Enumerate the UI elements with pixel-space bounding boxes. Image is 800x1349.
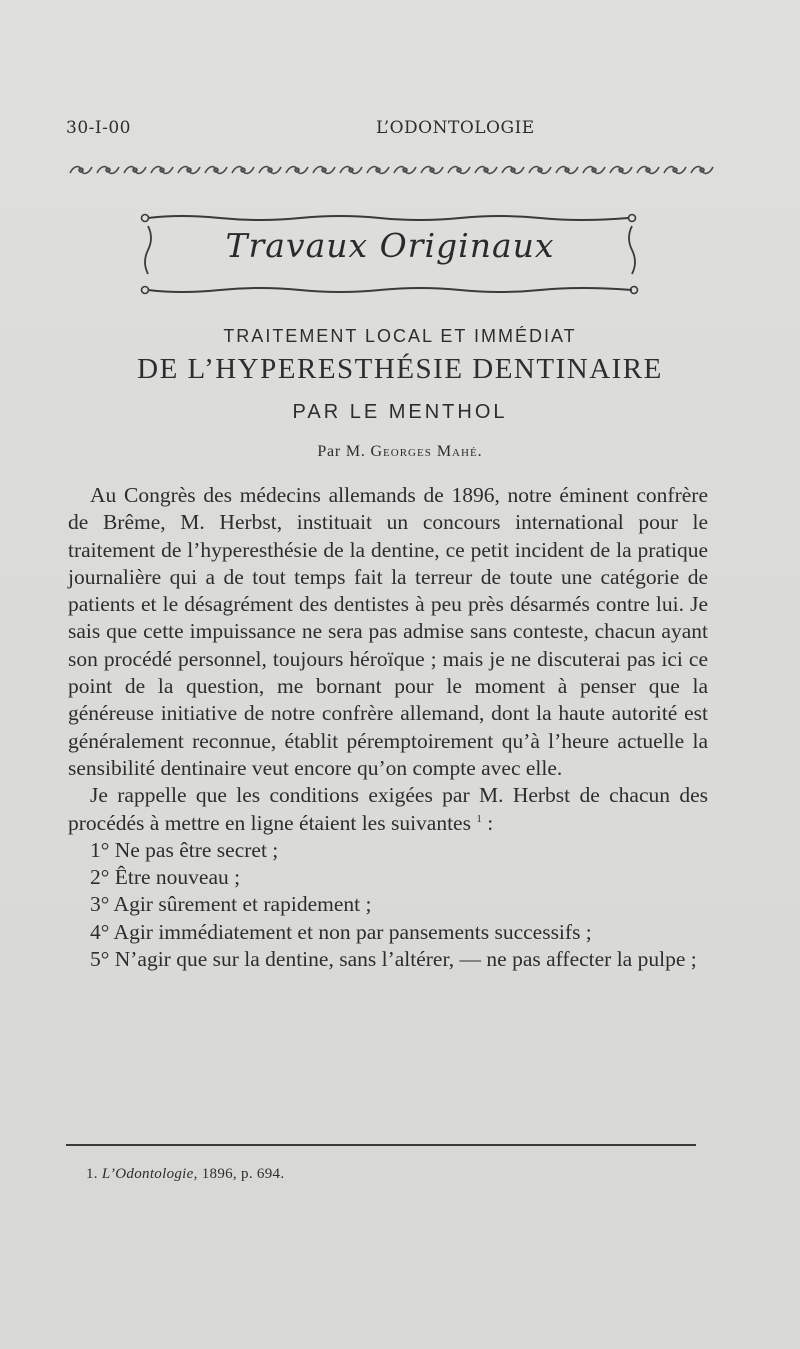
article-title: DE L’HYPERESTHÉSIE DENTINAIRE [137, 353, 663, 385]
footnote-details: 1896, p. 694. [201, 1166, 285, 1182]
article-subtitle: PAR LE MENTHOL [292, 401, 508, 423]
footnote [86, 1166, 706, 1183]
page-folio: 30-I-00 [66, 118, 131, 138]
body-paragraph: Au Congrès des médecins allemands de 1896, notre éminent confrère de Brême, M. Herbst, instituait un concours international pour le traitement de l’hyperesthésie de la dentine, ce petit incident de la pratique journalière qui a de tout temps fait la terreur de toute une catégorie de patients et le désagrément des dentistes à peu près désarmés contre lui. Je sais que cette impuissance ne sera pas admise sans conteste, chacun ayant son procédé personnel, toujours héroïque ; mais je ne discuterai pas ici ce point de la question, me bornant pour le moment à penser que la généreuse initiative de notre confrère allemand, dont la haute autorité est généralement reconnue, établit péremptoirement qu’à l’heure actuelle la sensibilité dentinaire veut encore qu’on compte avec elle. [68, 483, 708, 780]
byline-prefix: Par M. [317, 443, 366, 460]
condition-item: 3° Agir sûrement et rapidement ; [90, 892, 372, 917]
paragraph-text: Je rappelle que les conditions exigées par M. Herbst de chacun des procédés à mettre en ligne étaient les suivantes [68, 783, 708, 835]
condition-item: 5° N’agir que sur la dentine, sans l’altérer, — ne pas affecter la pulpe ; [90, 947, 697, 972]
condition-item: 4° Agir immédiatement et non par pansements successifs ; [90, 919, 592, 944]
article-body [68, 482, 708, 973]
condition-item: 1° Ne pas être secret ; [90, 837, 279, 862]
paragraph-end: : [481, 810, 494, 835]
section-banner [140, 212, 640, 296]
running-head [66, 118, 726, 142]
article-pre-title: TRAITEMENT LOCAL ET IMMÉDIAT [223, 326, 577, 346]
condition-item: 2° Être nouveau ; [90, 865, 241, 890]
section-banner-text: Travaux Originaux [225, 226, 555, 265]
footnote-source: L’Odontologie, [101, 1166, 198, 1182]
body-paragraph-conditions-intro [68, 782, 708, 837]
journal-name: L’ODONTOLOGIE [376, 118, 535, 138]
footnote-reference: 1 [476, 812, 482, 825]
footnote-number: 1. [86, 1166, 98, 1182]
footnote-divider [66, 1144, 696, 1146]
ornamental-rule [68, 163, 714, 177]
byline-author: Georges Mahé. [370, 443, 483, 460]
article-byline [0, 443, 800, 461]
